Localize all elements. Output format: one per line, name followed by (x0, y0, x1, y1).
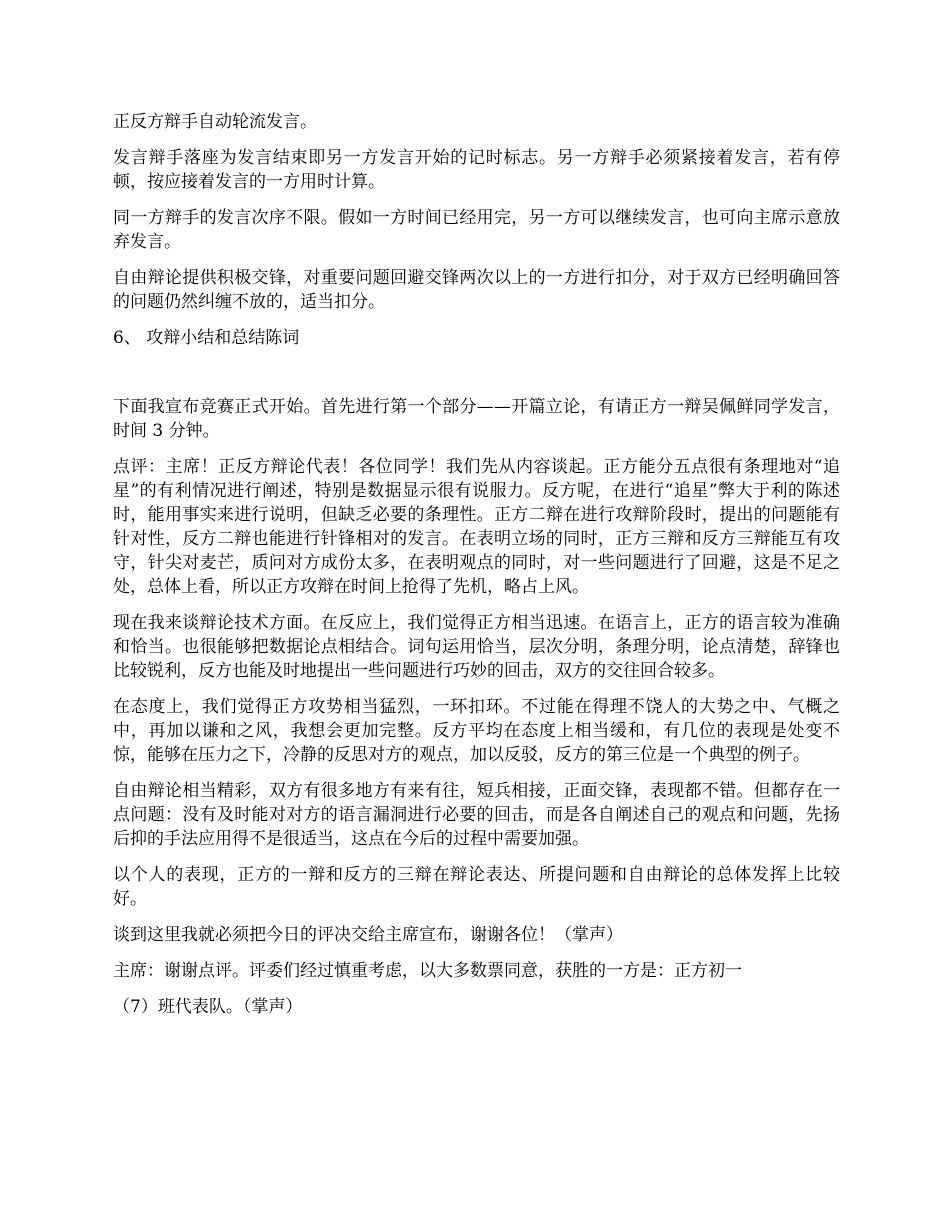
paragraph: 点评：主席！正反方辩论代表！各位同学！我们先从内容谈起。正方能分五点很有条理地对“追星”的有利情况进行阐述，特别是数据显示很有说服力。反方呢，在进行“追星”弊大于利的陈述时，能用事实来进行说明，但缺乏必要的条理性。正方二辩在进行攻辩阶段时，提出的问题能有针对性，反方二辩也能进行针锋相对的发言。在表明立场的同时，正方三辩和反方三辩能互有攻守，针尖对麦芒，质问对方成份太多，在表明观点的同时，对一些问题进行了回避，这是不足之处，总体上看，所以正方攻辩在时间上抢得了先机，略占上风。 (113, 457, 840, 597)
paragraph: 同一方辩手的发言次序不限。假如一方时间已经用完，另一方可以继续发言，也可向主席示意放弃发言。 (113, 208, 840, 252)
paragraph: 在态度上，我们觉得正方攻势相当猛烈，一环扣环。不过能在得理不饶人的大势之中、气概之中，再加以谦和之风，我想会更加完整。反方平均在态度上相当缓和，有几位的表现是处变不惊，能够在压力之下，冷静的反思对方的观点，加以反驳，反方的第三位是一个典型的例子。 (113, 697, 840, 765)
paragraph: 正反方辩手自动轮流发言。 (113, 112, 317, 132)
paragraph: （7）班代表队。（掌声） (113, 997, 303, 1017)
paragraph: 下面我宣布竞赛正式开始。首先进行第一个部分——开篇立论，有请正方一辩吴佩鲜同学发言，时间 3 分钟。 (113, 397, 840, 441)
paragraph: 自由辩论提供积极交锋，对重要问题回避交锋两次以上的一方进行扣分，对于双方已经明确回答的问题仍然纠缠不放的，适当扣分。 (113, 268, 840, 312)
document-body (113, 110, 840, 1031)
paragraph: 以个人的表现，正方的一辩和反方的三辩在辩论表达、所提问题和自由辩论的总体发挥上比较好。 (113, 865, 840, 909)
paragraph: 自由辩论相当精彩，双方有很多地方有来有往，短兵相接，正面交锋，表现都不错。但都存在一点问题：没有及时能对对方的语言漏洞进行必要的回击，而是各自阐述自己的观点和问题，先扬后抑的手法应用得不是很适当，这点在今后的过程中需要加强。 (113, 781, 840, 849)
paragraph: 发言辩手落座为发言结束即另一方发言开始的记时标志。另一方辩手必须紧接着发言，若有停顿，按应接着发言的一方用时计算。 (113, 148, 840, 192)
paragraph: 主席：谢谢点评。评委们经过慎重考虑，以大多数票同意，获胜的一方是：正方初一 (113, 961, 742, 981)
paragraph: 谈到这里我就必须把今日的评决交给主席宣布，谢谢各位！（掌声） (113, 925, 623, 945)
paragraph: 现在我来谈辩论技术方面。在反应上，我们觉得正方相当迅速。在语言上，正方的语言较为准确和恰当。也很能够把数据论点相结合。词句运用恰当，层次分明，条理分明，论点清楚，辞锋也比较锐利，反方也能及时地提出一些问题进行巧妙的回击，双方的交往回合较多。 (113, 613, 840, 681)
section-heading: 6、 攻辩小结和总结陈词 (113, 328, 300, 348)
section-gap (113, 362, 840, 395)
